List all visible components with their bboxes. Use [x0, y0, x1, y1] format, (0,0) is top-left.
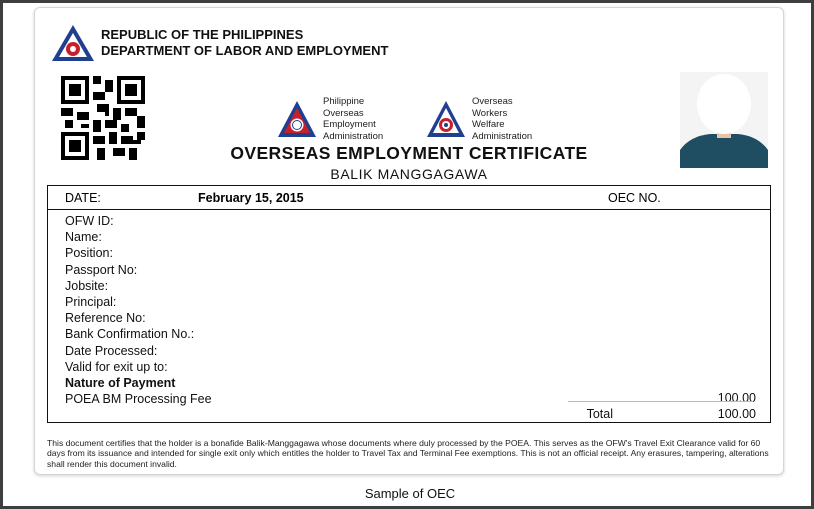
poea-logo-icon	[277, 100, 317, 138]
disclaimer-text: This document certifies that the holder is a bonafide Balik-Manggagawa whose documents where duly processed by the POEA. This serves as the OFW's Travel Exit Clearance valid for 60 days from its issuance and intended for single exit only which entitles the holder to Travel Tax and Terminal Fee exemptions. This is not an official receipt. Any erasures, tampering, alterations shall render this document invalid.	[47, 438, 769, 469]
field-date-processed: Date Processed:	[65, 343, 158, 358]
owwa-name-line: Welfare	[472, 119, 505, 130]
certificate-title: OVERSEAS EMPLOYMENT CERTIFICATE	[230, 143, 588, 163]
field-position: Position:	[65, 246, 113, 261]
field-passport-no: Passport No:	[65, 262, 138, 277]
owwa-name	[472, 96, 532, 142]
dole-logo-icon	[51, 24, 95, 62]
owwa-name-line: Administration	[472, 130, 533, 142]
details-table	[47, 185, 771, 423]
field-jobsite: Jobsite:	[65, 278, 109, 293]
owwa-name-line: Workers	[472, 107, 508, 119]
field-reference-no: Reference No:	[65, 311, 146, 326]
total-divider	[568, 401, 753, 402]
owwa-logo-icon	[426, 100, 466, 138]
field-valid-for-exit: Valid for exit up to:	[65, 359, 168, 374]
header-line-republic: REPUBLIC OF THE PHILIPPINES	[101, 27, 304, 42]
field-principal: Principal:	[65, 294, 117, 309]
payment-item-label: POEA BM Processing Fee	[65, 392, 212, 407]
payment-heading: Nature of Payment	[65, 375, 176, 390]
owwa-name-line: Overseas	[472, 96, 513, 107]
issuer-header	[101, 27, 388, 59]
total-amount: 100.00	[717, 407, 756, 421]
poea-name-line: Philippine	[323, 96, 365, 107]
field-name: Name:	[65, 230, 102, 245]
image-caption: Sample of OEC	[364, 486, 456, 501]
poea-name-line: Employment	[323, 119, 376, 130]
image-frame	[3, 3, 811, 506]
date-row	[48, 186, 770, 210]
poea-name-line: Overseas	[323, 107, 364, 119]
total-label: Total	[586, 407, 613, 421]
oec-number-label: OEC NO.	[608, 191, 661, 205]
field-ofw-id: OFW ID:	[65, 214, 114, 228]
certificate-subtitle: BALIK MANGGAGAWA	[330, 166, 488, 182]
poea-name	[323, 96, 383, 142]
date-value: February 15, 2015	[198, 191, 304, 205]
field-bank-confirmation-no: Bank Confirmation No.:	[65, 327, 195, 342]
header-line-dole: DEPARTMENT OF LABOR AND EMPLOYMENT	[101, 43, 389, 58]
payment-item-amount: 100.00	[717, 391, 756, 405]
poea-name-line: Administration	[323, 130, 384, 142]
field-list	[65, 213, 212, 407]
date-label: DATE:	[65, 191, 101, 205]
oec-certificate	[34, 7, 784, 475]
